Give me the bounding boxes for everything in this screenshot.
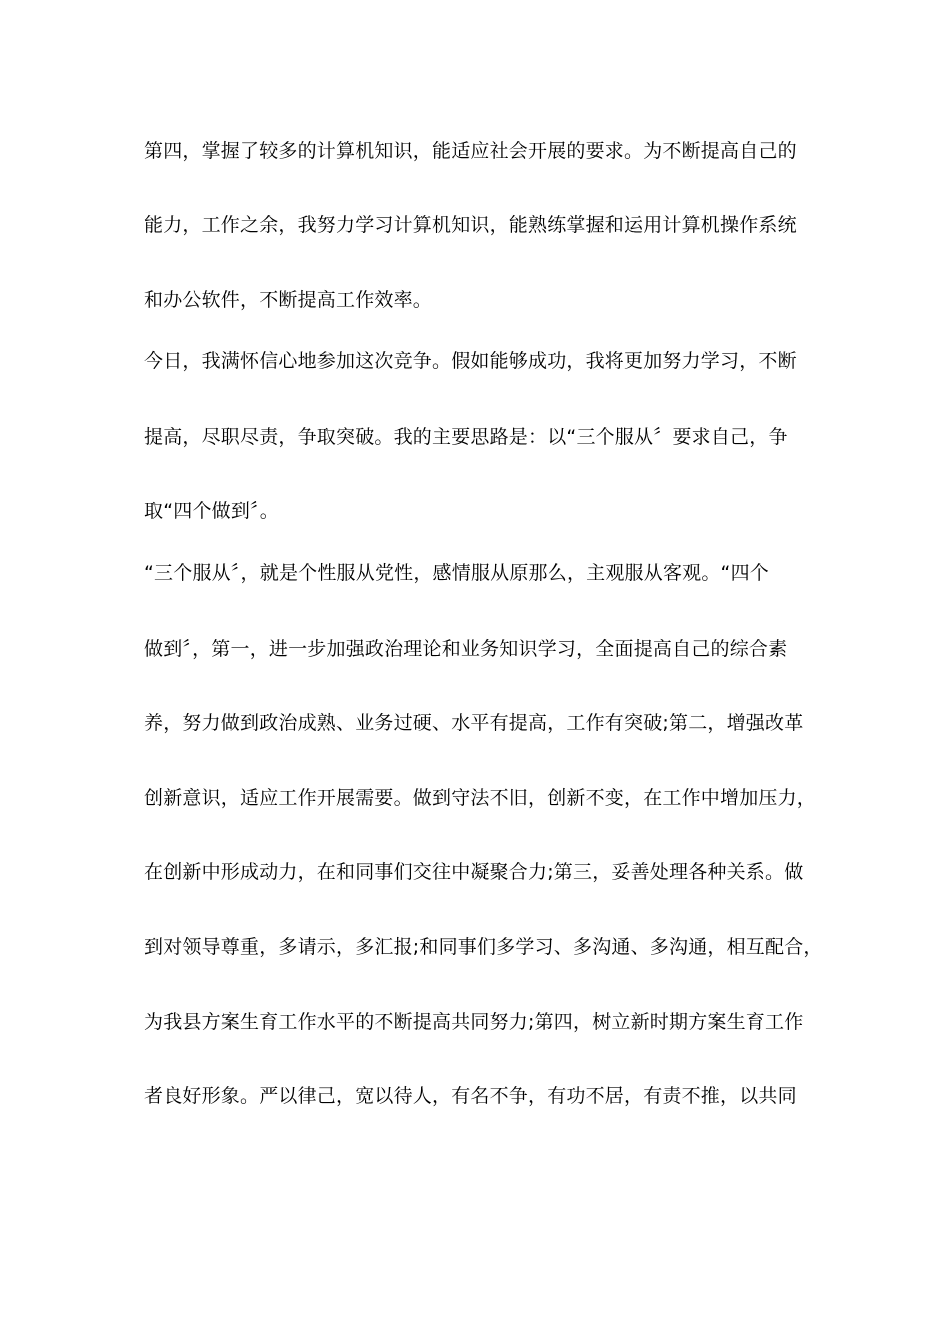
text-line-9: 养，努力做到政治成熟、业务过硬、水平有提高，工作有突破;第二，增强改革 (144, 712, 804, 734)
text-line-3: 和办公软件，不断提高工作效率。 (144, 289, 433, 311)
text-line-1: 第四，掌握了较多的计算机知识，能适应社会开展的要求。为不断提高自己的 (144, 140, 797, 162)
text-line-6: 取“四个做到〞。 (144, 500, 279, 522)
text-line-14: 者良好形象。严以律己，宽以待人，有名不争，有功不居，有责不推，以共同 (144, 1085, 797, 1107)
text-line-11: 在创新中形成动力，在和同事们交往中凝聚合力;第三，妥善处理各种关系。做 (144, 861, 804, 883)
text-line-13: 为我县方案生育工作水平的不断提高共同努力;第四，树立新时期方案生育工作 (144, 1011, 804, 1033)
text-line-12: 到对领导尊重，多请示，多汇报;和同事们多学习、多沟通、多沟通，相互配合， (144, 936, 823, 958)
text-line-8: 做到〞，第一，进一步加强政治理论和业务知识学习，全面提高自己的综合素 (144, 638, 788, 660)
text-line-7: “三个服从〞，就是个性服从党性，感情服从原那么，主观服从客观。“四个 (144, 562, 769, 584)
text-line-2: 能力，工作之余，我努力学习计算机知识，能熟练掌握和运用计算机操作系统 (144, 214, 797, 236)
text-line-4: 今日，我满怀信心地参加这次竞争。假如能够成功，我将更加努力学习，不断 (144, 350, 797, 372)
text-line-5: 提高，尽职尽责，争取突破。我的主要思路是：以“三个服从〞要求自己，争 (144, 426, 788, 448)
text-line-10: 创新意识，适应工作开展需要。做到守法不旧，创新不变，在工作中增加压力， (144, 787, 817, 809)
